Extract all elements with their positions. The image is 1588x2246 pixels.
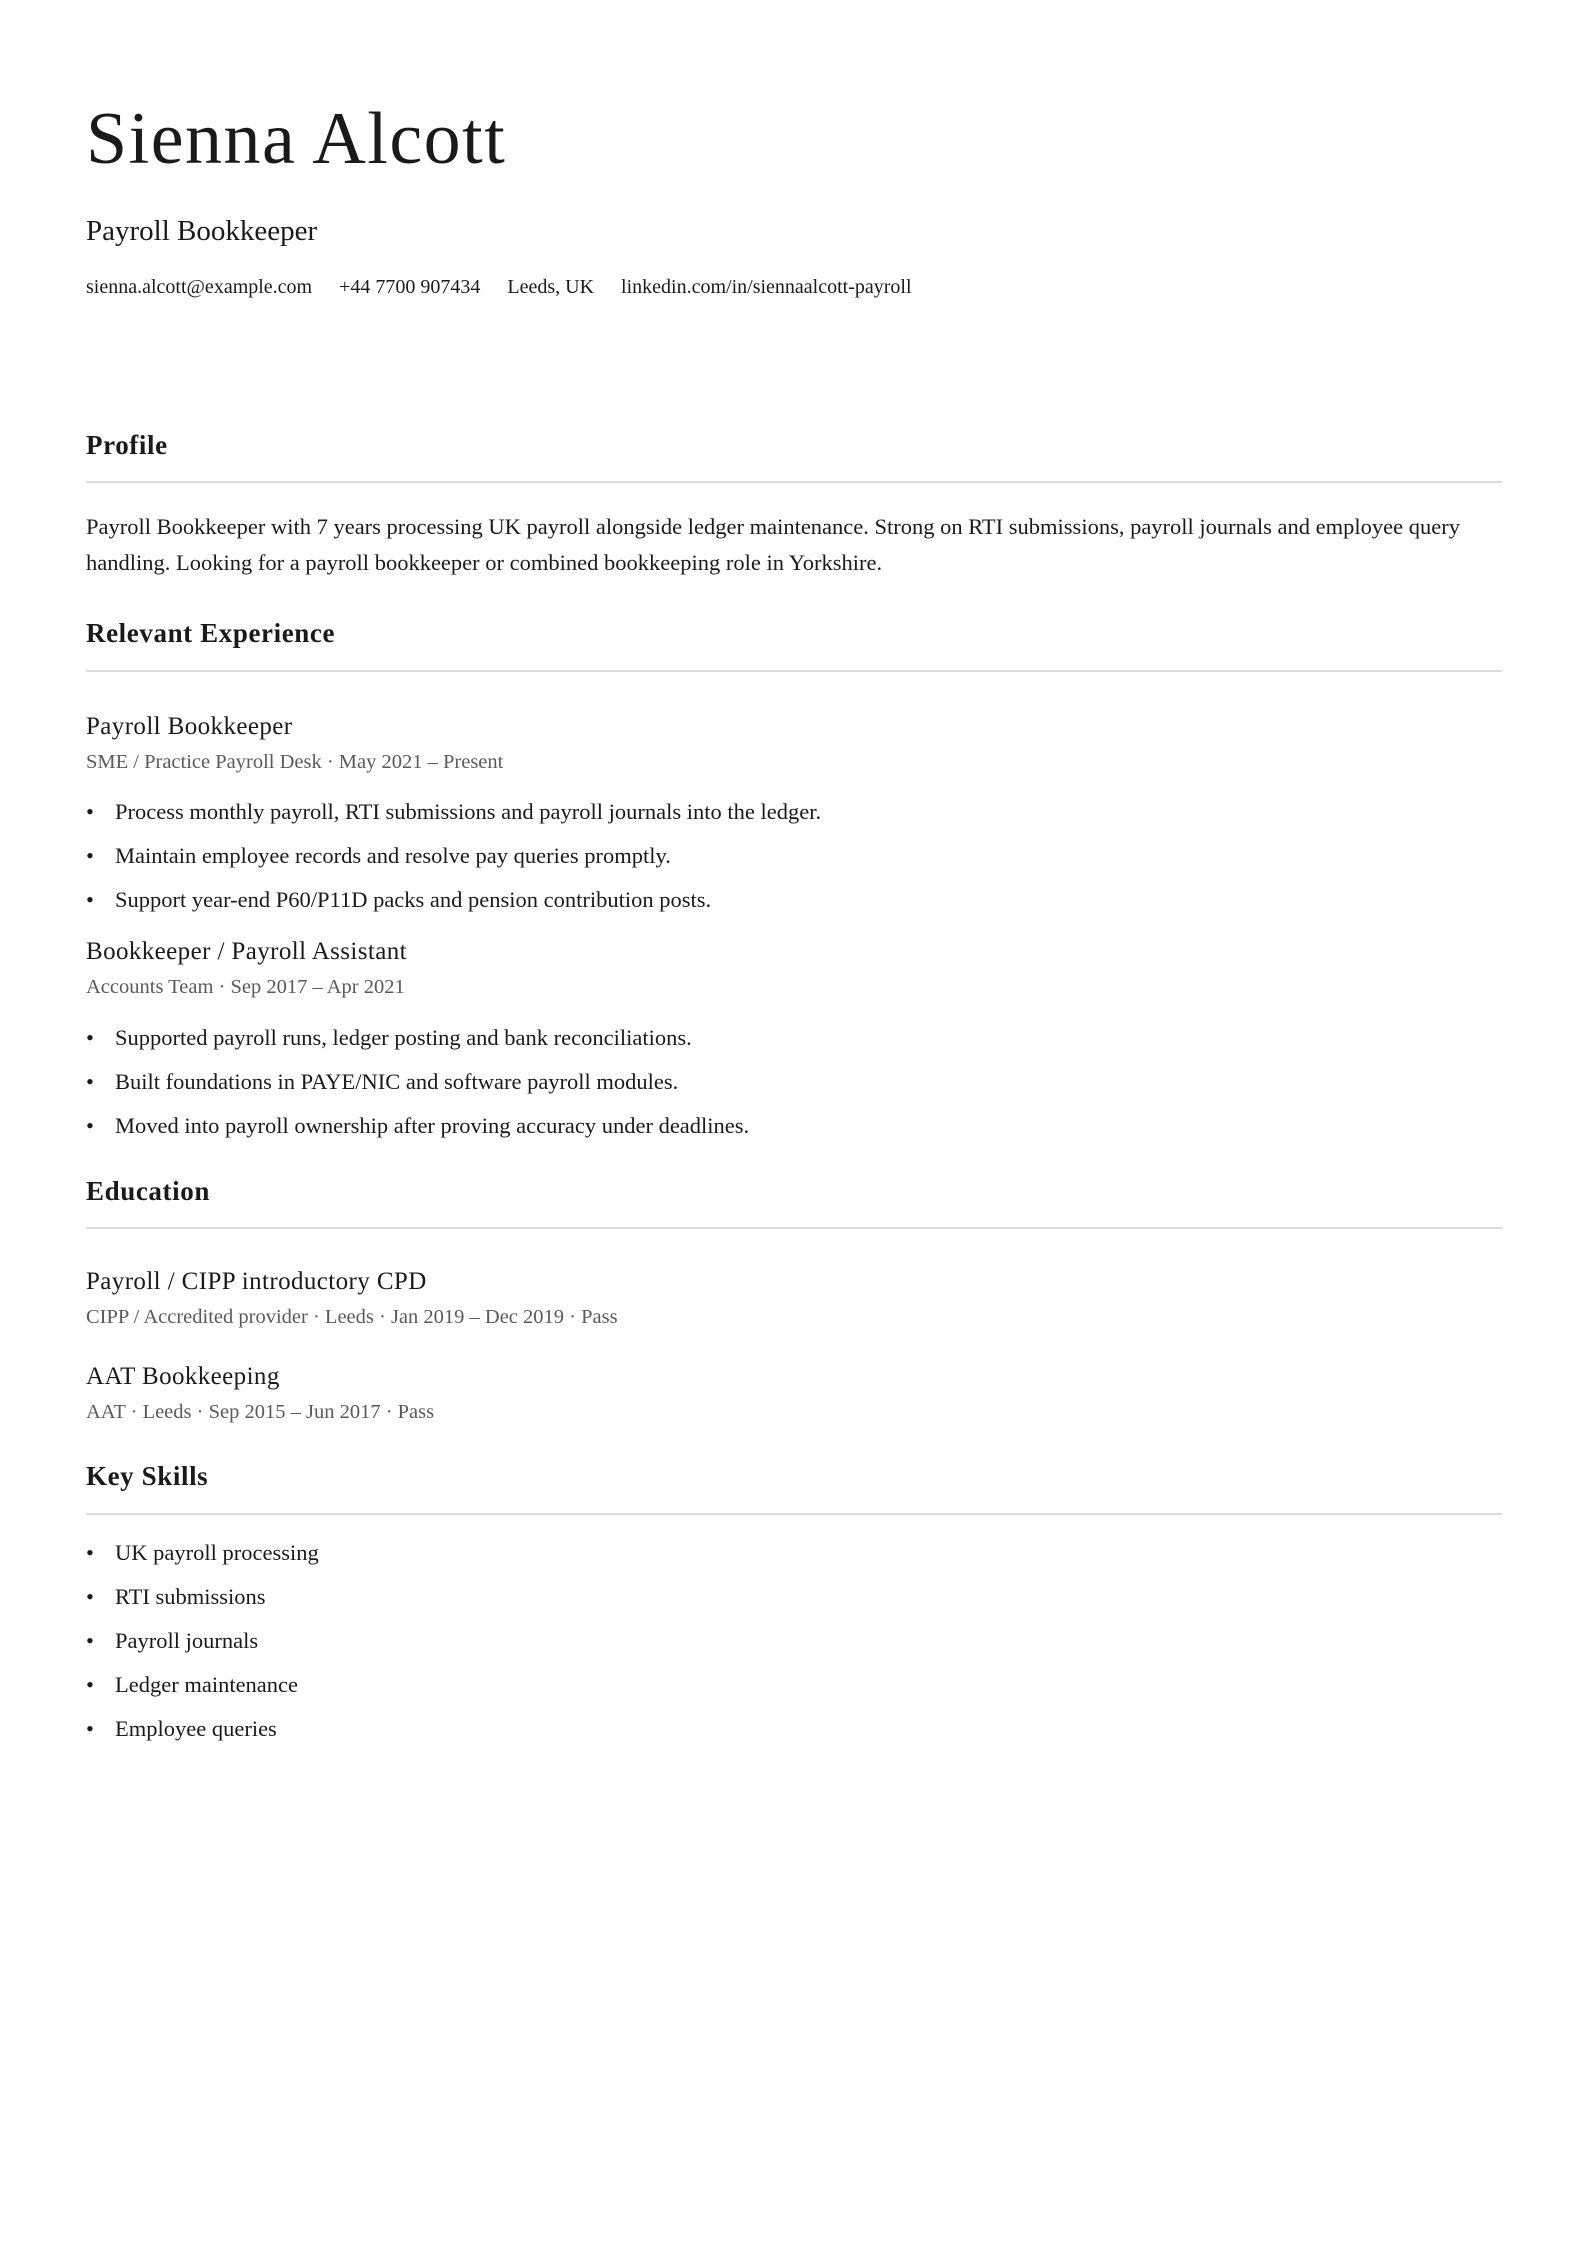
job-bullets	[86, 798, 1502, 913]
job-bullet: • Support year-end P60/P11D packs and pension contribution posts.	[86, 886, 1502, 913]
job-bullet: • Moved into payroll ownership after proving accuracy under deadlines.	[86, 1112, 1502, 1139]
job-entry	[86, 937, 1502, 1139]
contact-linkedin: linkedin.com/in/siennaalcott-payroll	[621, 275, 912, 298]
education-entry	[86, 1267, 1502, 1330]
skill-item: • RTI submissions	[86, 1583, 1502, 1610]
candidate-title: Payroll Bookkeeper	[86, 215, 318, 247]
section-divider	[86, 481, 1502, 483]
job-bullet: • Maintain employee records and resolve pay queries promptly.	[86, 842, 1502, 869]
section-divider	[86, 1513, 1502, 1515]
section-divider	[86, 670, 1502, 672]
education-title: Payroll / CIPP introductory CPD	[86, 1268, 427, 1296]
profile-section	[86, 429, 1502, 581]
job-bullets	[86, 1024, 1502, 1139]
job-entry	[86, 712, 1502, 914]
skill-item: • Employee queries	[86, 1715, 1502, 1742]
job-title: Bookkeeper / Payroll Assistant	[86, 938, 407, 966]
education-title: AAT Bookkeeping	[86, 1362, 280, 1390]
profile-heading: Profile	[86, 429, 168, 460]
job-bullet: • Supported payroll runs, ledger posting and bank reconciliations.	[86, 1024, 1502, 1051]
experience-heading: Relevant Experience	[86, 618, 336, 649]
contact-email: sienna.alcott@example.com	[86, 275, 313, 298]
skills-heading: Key Skills	[86, 1461, 209, 1492]
skills-section	[86, 1460, 1502, 1741]
contact-phone: +44 7700 907434	[339, 275, 481, 298]
contact-location: Leeds, UK	[507, 275, 595, 298]
job-bullet: • Built foundations in PAYE/NIC and software payroll modules.	[86, 1068, 1502, 1095]
skills-list	[86, 1539, 1502, 1742]
profile-summary: Payroll Bookkeeper with 7 years processing UK payroll alongside ledger maintenance. Strong on RTI submissions, payroll journals and employee query handling. Looking for a payroll bookkeeper or combined bookkeeping role in Yorkshire.	[86, 514, 1460, 576]
education-section	[86, 1175, 1502, 1425]
resume-header	[86, 98, 1502, 299]
skill-item: • UK payroll processing	[86, 1539, 1502, 1566]
education-entry	[86, 1362, 1502, 1425]
section-divider	[86, 1227, 1502, 1229]
experience-section	[86, 617, 1502, 1139]
job-title: Payroll Bookkeeper	[86, 712, 293, 740]
skill-item: • Ledger maintenance	[86, 1671, 1502, 1698]
skill-item: • Payroll journals	[86, 1627, 1502, 1654]
job-meta: Accounts Team · Sep 2017 – Apr 2021	[86, 976, 405, 999]
contact-row	[86, 275, 1502, 299]
education-meta: AAT · Leeds · Sep 2015 – Jun 2017 · Pass	[86, 1400, 435, 1423]
candidate-name: Sienna Alcott	[86, 98, 507, 180]
education-meta: CIPP / Accredited provider · Leeds · Jan 2019 – Dec 2019 · Pass	[86, 1306, 618, 1329]
job-meta: SME / Practice Payroll Desk · May 2021 – Present	[86, 750, 504, 773]
education-heading: Education	[86, 1175, 210, 1206]
job-bullet: • Process monthly payroll, RTI submissions and payroll journals into the ledger.	[86, 798, 1502, 825]
